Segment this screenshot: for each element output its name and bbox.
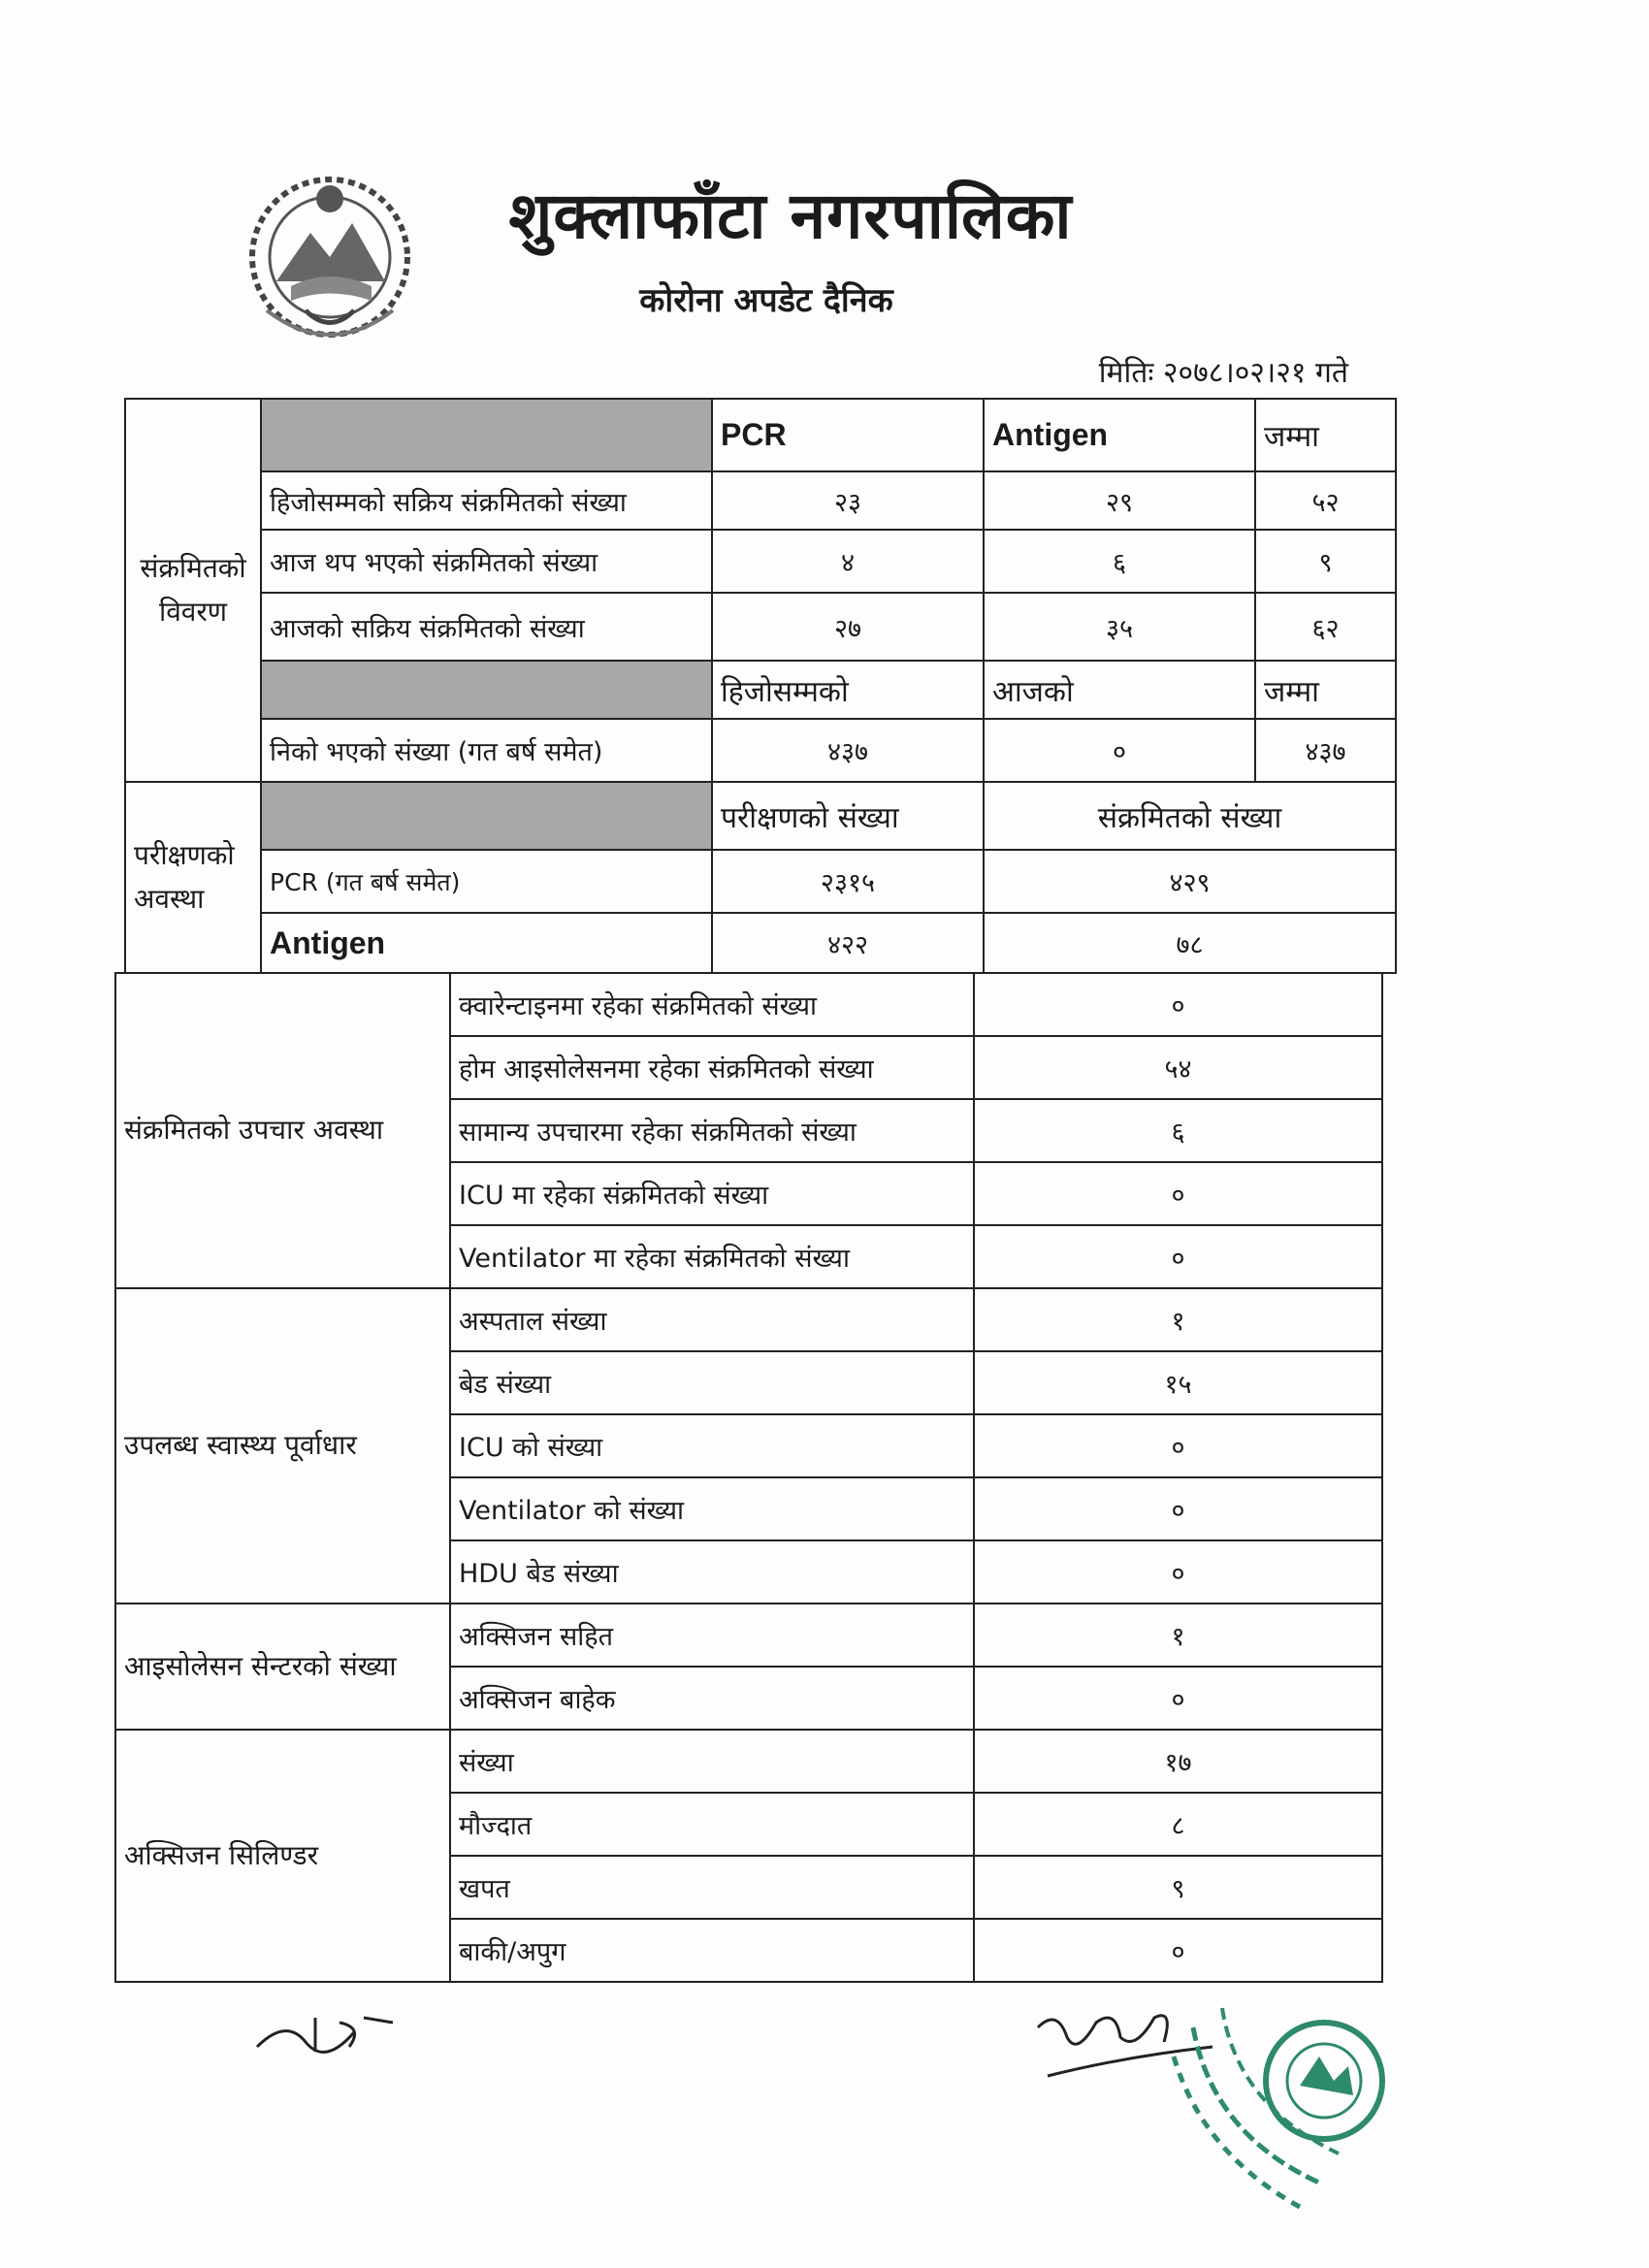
col-header-until-yesterday: हिजोसम्मको <box>712 661 984 719</box>
table-row <box>115 1604 1382 1667</box>
section-label-treatment: संक्रमितको उपचार अवस्था <box>115 973 450 1288</box>
row-label: अक्सिजन सहित <box>450 1604 974 1667</box>
row-label: अस्पताल संख्या <box>450 1288 974 1351</box>
row-label: संख्या <box>450 1730 974 1793</box>
section-label-infrastructure: उपलब्ध स्वास्थ्य पूर्वाधार <box>115 1288 450 1604</box>
col-header-total: जम्मा <box>1255 661 1396 719</box>
pcr-value: २७ <box>712 593 984 661</box>
row-label: Antigen <box>261 913 712 973</box>
table-row <box>125 593 1396 661</box>
row-value: ० <box>974 1414 1382 1477</box>
table-row <box>125 719 1396 782</box>
table-row <box>115 1730 1382 1793</box>
pcr-value: २३ <box>712 471 984 530</box>
total-value: ६२ <box>1255 593 1396 661</box>
testing-status-table <box>124 781 1397 974</box>
col-header-total: जम्मा <box>1255 399 1396 471</box>
infected-value: ७८ <box>984 913 1396 973</box>
row-label: क्वारेन्टाइनमा रहेका संक्रमितको संख्या <box>450 973 974 1036</box>
row-value: ० <box>974 1919 1382 1982</box>
row-label: सामान्य उपचारमा रहेका संक्रमितको संख्या <box>450 1099 974 1162</box>
row-label: निको भएको संख्या (गत बर्ष समेत) <box>261 719 712 782</box>
row-label: PCR (गत बर्ष समेत) <box>261 850 712 913</box>
table-row <box>115 1288 1382 1351</box>
row-value: ० <box>974 1162 1382 1225</box>
row-value: ० <box>974 1667 1382 1730</box>
table-row <box>125 530 1396 593</box>
pcr-value: ४ <box>712 530 984 593</box>
row-value: ६ <box>974 1099 1382 1162</box>
antigen-value: ६ <box>984 530 1255 593</box>
row-value: ० <box>974 1225 1382 1288</box>
table-row <box>125 850 1396 913</box>
header-blank-cell <box>261 661 712 719</box>
row-label: ICU को संख्या <box>450 1414 974 1477</box>
row-value: ० <box>974 1540 1382 1604</box>
recovered-today: ० <box>984 719 1255 782</box>
row-label: आजको सक्रिय संक्रमितको संख्या <box>261 593 712 661</box>
government-emblem <box>238 165 422 344</box>
section-label-infection: संक्रमितको विवरण <box>125 399 261 782</box>
row-label: आज थप भएको संक्रमितको संख्या <box>261 530 712 593</box>
row-value: ० <box>974 973 1382 1036</box>
row-value: १ <box>974 1604 1382 1667</box>
row-label: बेड संख्या <box>450 1351 974 1414</box>
row-label: बाकी/अपुग <box>450 1919 974 1982</box>
recovered-total: ४३७ <box>1255 719 1396 782</box>
row-label: होम आइसोलेसनमा रहेका संक्रमितको संख्या <box>450 1036 974 1099</box>
total-value: ५२ <box>1255 471 1396 530</box>
row-label: Ventilator मा रहेका संक्रमितको संख्या <box>450 1225 974 1288</box>
col-header-pcr: PCR <box>712 399 984 471</box>
row-value: ० <box>974 1477 1382 1540</box>
row-label: खपत <box>450 1856 974 1919</box>
row-label: हिजोसम्मको सक्रिय संक्रमितको संख्या <box>261 471 712 530</box>
table-row <box>125 471 1396 530</box>
row-label: मौज्दात <box>450 1793 974 1856</box>
tests-value: ४२२ <box>712 913 984 973</box>
row-label: HDU बेड संख्या <box>450 1540 974 1604</box>
header-blank-cell <box>261 782 712 850</box>
tests-value: २३१५ <box>712 850 984 913</box>
signature-left <box>247 1998 403 2066</box>
header-blank-cell <box>261 399 712 471</box>
table-row <box>125 913 1396 973</box>
section-label-isolation: आइसोलेसन सेन्टरको संख्या <box>115 1604 450 1730</box>
infected-value: ४२९ <box>984 850 1396 913</box>
col-header-tests: परीक्षणको संख्या <box>712 782 984 850</box>
antigen-value: २९ <box>984 471 1255 530</box>
row-value: १५ <box>974 1351 1382 1414</box>
row-value: ८ <box>974 1793 1382 1856</box>
row-value: १ <box>974 1288 1382 1351</box>
report-date: मितिः २०७८।०२।२१ गते <box>1098 356 1348 390</box>
section-label-oxygen: अक्सिजन सिलिण्डर <box>115 1730 450 1982</box>
row-label: ICU मा रहेका संक्रमितको संख्या <box>450 1162 974 1225</box>
col-header-infected: संक्रमितको संख्या <box>984 782 1396 850</box>
infection-details-table <box>124 398 1397 783</box>
municipality-stamp <box>1154 1989 1426 2212</box>
total-value: ९ <box>1255 530 1396 593</box>
col-header-antigen: Antigen <box>984 399 1255 471</box>
col-header-today: आजको <box>984 661 1255 719</box>
row-value: ५४ <box>974 1036 1382 1099</box>
page-subtitle: कोरोना अपडेट दैनिक <box>639 281 893 320</box>
row-value: १७ <box>974 1730 1382 1793</box>
row-value: ९ <box>974 1856 1382 1919</box>
section-label-testing: परीक्षणको अवस्था <box>125 782 261 973</box>
recovered-until-yesterday: ४३७ <box>712 719 984 782</box>
antigen-value: ३५ <box>984 593 1255 661</box>
page-title: शुक्लाफाँटा नगरपालिका <box>508 178 1073 253</box>
table-row <box>115 973 1382 1036</box>
resources-table <box>114 972 1383 1983</box>
row-label: अक्सिजन बाहेक <box>450 1667 974 1730</box>
row-label: Ventilator को संख्या <box>450 1477 974 1540</box>
